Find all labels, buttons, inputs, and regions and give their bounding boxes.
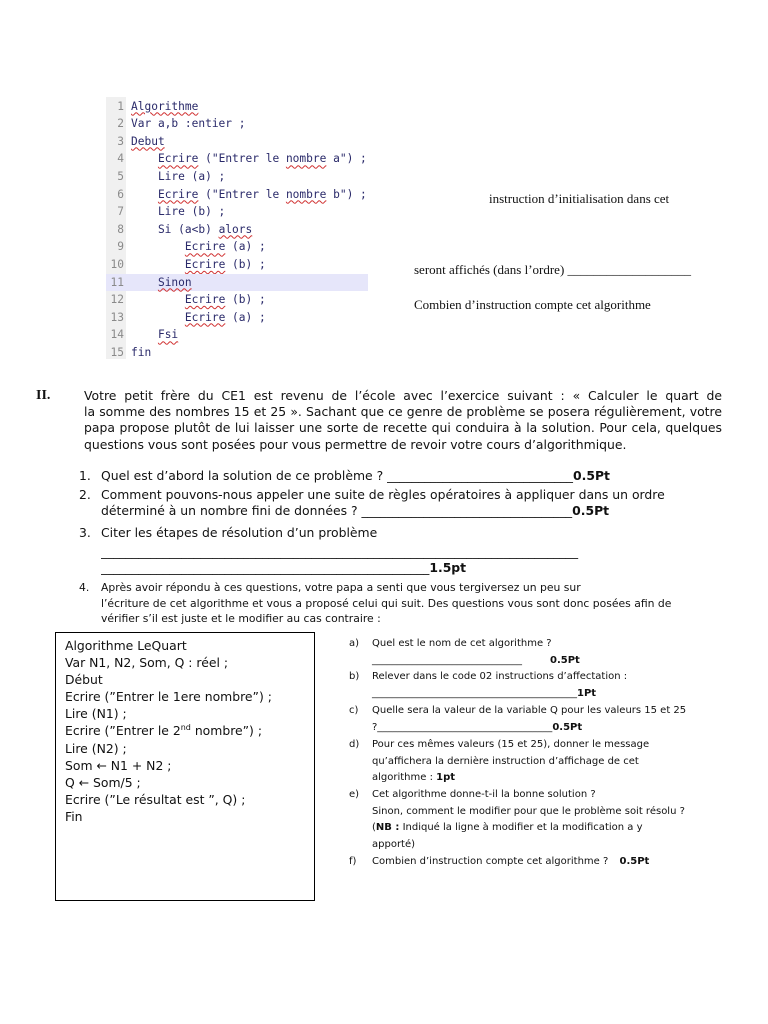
line-number: 2 — [117, 117, 124, 131]
subq-text: Quelle sera la valeur de la variable Q pour les valeurs 15 et 25 — [372, 705, 687, 716]
code-text: Ecrire (b) ; — [184, 257, 266, 271]
algorithm-line: Var N1, N2, Som, Q : réel ; — [65, 655, 229, 670]
answer-line: _____________________________________________________________________________ — [101, 544, 579, 560]
subq-text: Quel est le nom de cet algorithme ? — [372, 638, 552, 649]
code-text: Lire (b) ; — [131, 205, 226, 219]
subq-b — [372, 669, 627, 702]
algorithm-line-end: nombre”) ; — [190, 723, 263, 739]
question-4 — [101, 580, 671, 627]
line-number: 15 — [110, 345, 124, 359]
nb-label: NB : — [375, 822, 400, 833]
subq-f — [372, 854, 649, 871]
algorithm-line: Ecrire (”Entrer le 1ere nombre”) ; — [65, 689, 272, 704]
subq-text: Indiqué la ligne à modifier et la modification a y — [399, 822, 643, 833]
question-text: Citer les étapes de résolution d’un problème — [101, 525, 378, 540]
code-line — [106, 98, 368, 116]
line-number: 14 — [110, 328, 124, 342]
intro-line: papa propose plutôt de lui laisser une sorte de recette qui conduira à la solution. Pour cela, quelques — [84, 420, 722, 436]
code-text: Fsi — [157, 328, 179, 342]
code-text: Ecrire ("Entrer le nombre a") ; — [157, 152, 367, 166]
line-number: 11 — [110, 275, 124, 289]
subq-text: Cet algorithme donne-t-il la bonne solution ? — [372, 789, 596, 800]
line-number: 4 — [117, 152, 124, 166]
question-number: 4. — [79, 581, 90, 594]
code-line — [106, 115, 368, 133]
question-points: 0.5Pt — [573, 468, 610, 483]
subq-text: algorithme : — [372, 772, 437, 783]
question-points: 1.5pt — [429, 560, 467, 576]
subq-d — [372, 737, 649, 787]
answer-line: ______________________________ — [372, 654, 522, 666]
code-text: Ecrire (b) ; — [184, 293, 266, 307]
question-2 — [101, 487, 665, 519]
section-number: II. — [36, 388, 51, 403]
algorithm-line: Lire (N2) ; — [65, 741, 127, 756]
question-1 — [101, 468, 610, 484]
subq-points: 0.5Pt — [550, 654, 580, 666]
code-text: Debut — [131, 134, 165, 148]
intro-line: Votre petit frère du CE1 est revenu de l’école avec l’exercice suivant : « Calculer le quart de — [84, 388, 722, 403]
question-text: l’écriture de cet algorithme et vous a proposé celui qui suit. Des questions vous sont donc posées afin de — [101, 596, 672, 610]
subq-c — [372, 703, 686, 736]
subq-e — [372, 787, 685, 853]
question-text: Après avoir répondu à ces questions, votre papa a senti que vous tergiversez un peu sur — [101, 581, 581, 594]
subq-text: Relever dans le code 02 instructions d’affectation : — [372, 671, 628, 682]
subq-text: Combien d’instruction compte cet algorithme ? — [372, 856, 612, 867]
paren-open: ( — [372, 822, 376, 833]
intro-line: questions vous sont posées pour vous permettre de revoir votre cours d’algorithmique. — [84, 436, 627, 452]
subq-text: qu’affichera la dernière instruction d’affichage de cet — [372, 755, 639, 767]
code-text: Si (a<b) alors — [131, 222, 253, 236]
code-text: Lire (a) ; — [131, 169, 226, 183]
subq-points: 1Pt — [577, 687, 597, 699]
algorithm-line: Fin — [65, 809, 83, 824]
line-number: 10 — [110, 257, 124, 271]
code-line — [106, 133, 368, 151]
code-text: Ecrire (a) ; — [184, 240, 266, 254]
code-text: Algorithme — [131, 99, 199, 113]
code-text: fin — [131, 345, 152, 359]
algorithm-line — [65, 723, 262, 738]
code-line — [106, 291, 368, 309]
subq-text: Sinon, comment le modifier pour que le problème soit résolu ? — [372, 805, 685, 817]
subq-letter: f) — [349, 856, 357, 867]
code-line — [106, 274, 368, 292]
code-line — [106, 150, 368, 168]
question-text: vérifier s’il est juste et le modifier au cas contraire : — [101, 612, 381, 625]
code-line — [106, 203, 368, 221]
subq-text: apporté) — [372, 838, 416, 850]
code-listing — [106, 97, 368, 359]
answer-line: ?___________________________________ — [372, 721, 553, 733]
intro-line: la somme des nombres 15 et 25 ». Sachant que ce genre de problème se posera régulièrement, votre — [84, 404, 722, 420]
subq-letter: b) — [349, 671, 360, 682]
question-number: 1. — [79, 468, 91, 483]
question-text: déterminé à un nombre fini de données ? __________________________________ — [101, 503, 573, 519]
subq-a — [372, 636, 580, 669]
algorithm-line: Q ← Som/5 ; — [65, 775, 141, 790]
side-fragment-count: Combien d’instruction compte cet algorithme — [414, 297, 651, 312]
answer-line: _________________________________________ — [372, 687, 577, 699]
answer-line: _____________________________________________________ — [101, 560, 430, 576]
line-number: 7 — [117, 205, 124, 219]
algorithm-line: Ecrire (”Le résultat est ”, Q) ; — [65, 792, 246, 807]
code-text: Ecrire ("Entrer le nombre b") ; — [157, 187, 367, 201]
question-text: Comment pouvons-nous appeler une suite de règles opératoires à appliquer dans un ordre — [101, 487, 665, 502]
code-line — [106, 168, 368, 186]
code-text: Sinon — [157, 275, 192, 289]
code-line — [106, 344, 368, 362]
subq-points: 0.5Pt — [552, 721, 583, 733]
line-number: 9 — [117, 240, 124, 254]
line-number: 13 — [110, 310, 124, 324]
subq-letter: c) — [349, 705, 359, 716]
side-fragment-init: instruction d’initialisation dans cet — [489, 191, 670, 206]
subq-points: 1pt — [436, 772, 456, 783]
line-number: 3 — [117, 134, 124, 148]
code-line — [106, 186, 368, 204]
code-text: Var a,b :entier ; — [131, 117, 246, 131]
algorithm-line: Début — [65, 672, 103, 687]
subq-points: 0.5Pt — [619, 856, 650, 867]
question-3 — [101, 525, 721, 577]
subq-letter: a) — [349, 638, 360, 649]
line-number: 1 — [117, 99, 124, 113]
code-line — [106, 326, 368, 344]
subq-text: Pour ces mêmes valeurs (15 et 25), donner le message — [372, 739, 650, 750]
line-number: 8 — [117, 222, 124, 236]
side-fragment-displayed: seront affichés (dans l’ordre) ___________________ — [414, 262, 692, 277]
algorithm-line: Algorithme LeQuart — [65, 638, 187, 653]
question-number: 2. — [79, 487, 91, 502]
code-line — [106, 238, 368, 256]
code-line — [106, 256, 368, 274]
code-text: Ecrire (a) ; — [184, 310, 266, 324]
question-points: 0.5Pt — [572, 503, 610, 519]
line-number: 5 — [117, 169, 124, 183]
code-line — [106, 309, 368, 327]
subq-letter: d) — [349, 739, 360, 750]
algorithm-line-start: Ecrire (”Entrer le 2 — [65, 723, 181, 739]
algorithm-box — [55, 632, 315, 901]
subq-letter: e) — [349, 789, 360, 800]
section-intro — [84, 388, 722, 453]
algorithm-line: Som ← N1 + N2 ; — [65, 758, 172, 773]
question-text: Quel est d’abord la solution de ce problème ? ______________________________ — [101, 468, 573, 483]
superscript: nd — [180, 723, 191, 732]
line-number: 12 — [110, 293, 124, 307]
algorithm-line: Lire (N1) ; — [65, 706, 127, 721]
code-line — [106, 221, 368, 239]
question-number: 3. — [79, 525, 91, 540]
line-number: 6 — [117, 187, 124, 201]
